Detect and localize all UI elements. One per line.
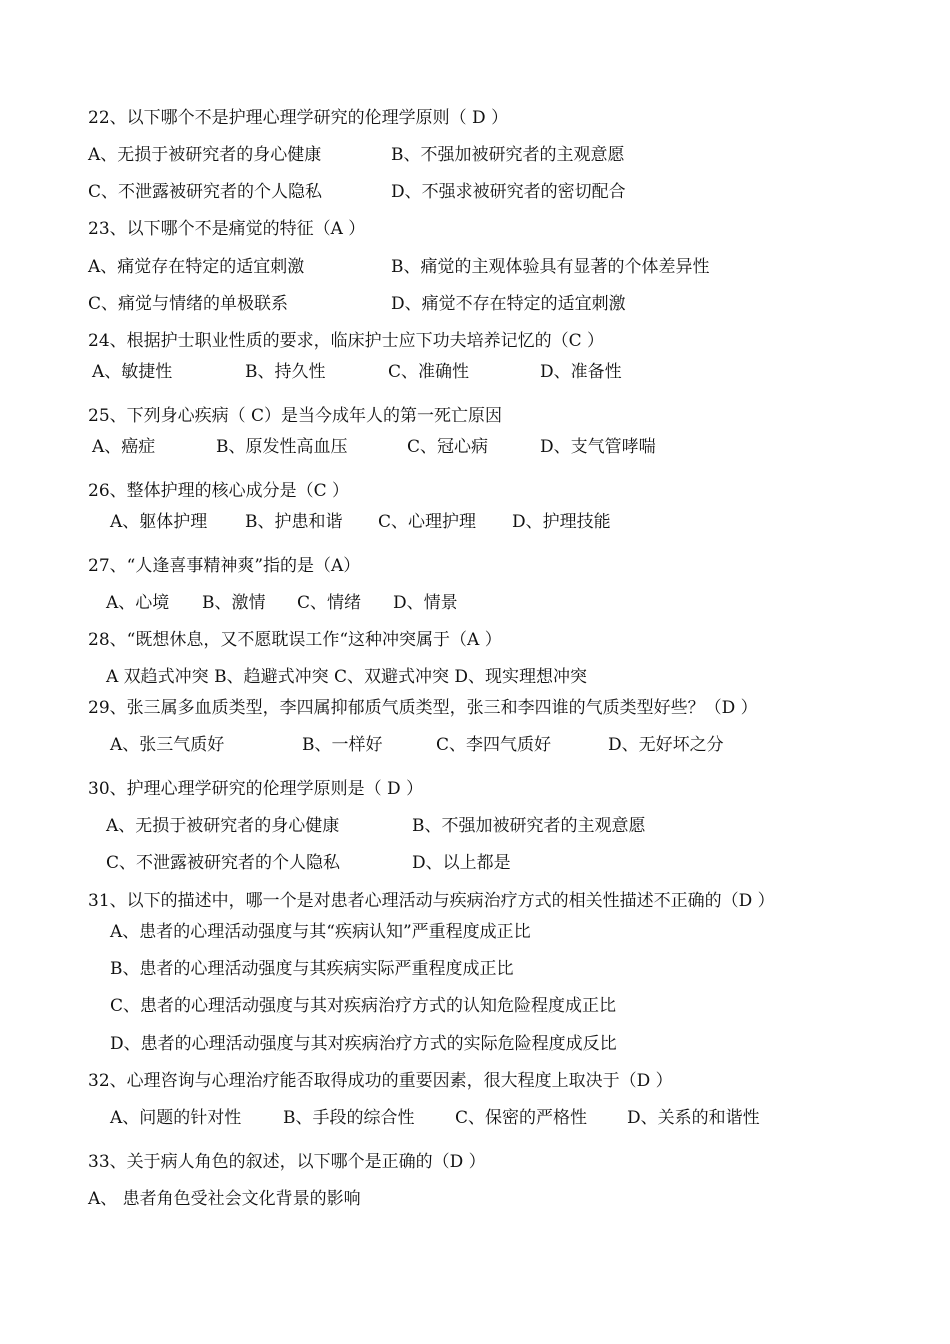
question-29-option-b: B、一样好	[302, 735, 383, 755]
question-33-stem: 33、关于病人角色的叙述，以下哪个是正确的（D ）	[88, 1152, 486, 1172]
question-31-stem: 31、以下的描述中，哪一个是对患者心理活动与疾病治疗方式的相关性描述不正确的（D ）	[88, 891, 775, 911]
question-29-stem: 29、张三属多血质类型，李四属抑郁质气质类型，张三和李四谁的气质类型好些？（D ）	[88, 698, 758, 718]
question-26-option-b: B、护患和谐	[245, 512, 343, 532]
question-24-option-b: B、持久性	[245, 362, 326, 382]
question-25-stem: 25、下列身心疾病（ C）是当今成年人的第一死亡原因	[88, 406, 503, 426]
question-28-options: A 双趋式冲突 B、趋避式冲突 C、双避式冲突 D、现实理想冲突	[106, 667, 588, 687]
question-25-option-a: A、癌症	[92, 437, 156, 457]
question-26-option-c: C、心理护理	[378, 512, 477, 532]
question-26-stem: 26、整体护理的核心成分是（C ）	[88, 481, 350, 501]
question-31-option-c: C、患者的心理活动强度与其对疾病治疗方式的认知危险程度成正比	[110, 996, 617, 1016]
question-27-option-c: C、情绪	[297, 593, 362, 613]
question-27-stem: 27、“人逢喜事精神爽”指的是（A）	[88, 556, 361, 576]
question-30-option-a: A、无损于被研究者的身心健康	[106, 816, 340, 836]
question-24-option-d: D、准备性	[540, 362, 622, 382]
question-23-option-a: A、痛觉存在特定的适宜刺激	[88, 257, 305, 277]
question-28-stem: 28、“既想休息，又不愿耽误工作“这种冲突属于（A ）	[88, 630, 502, 650]
question-32-option-a: A、问题的针对性	[110, 1108, 242, 1128]
question-32-stem: 32、心理咨询与心理治疗能否取得成功的重要因素，很大程度上取决于（D ）	[88, 1071, 673, 1091]
question-23-stem: 23、以下哪个不是痛觉的特征（A ）	[88, 219, 366, 239]
question-32-option-d: D、关系的和谐性	[627, 1108, 760, 1128]
question-24-option-c: C、准确性	[388, 362, 470, 382]
question-30-stem: 30、护理心理学研究的伦理学原则是（ D ）	[88, 779, 424, 799]
question-27-option-d: D、情景	[393, 593, 458, 613]
question-30-option-b: B、不强加被研究者的主观意愿	[412, 816, 646, 836]
question-25-option-b: B、原发性高血压	[216, 437, 348, 457]
question-24-stem: 24、根据护士职业性质的要求，临床护士应下功夫培养记忆的（C ）	[88, 331, 605, 351]
question-23-option-c: C、痛觉与情绪的单极联系	[88, 294, 289, 314]
question-23-option-d: D、痛觉不存在特定的适宜刺激	[391, 294, 626, 314]
question-31-option-d: D、患者的心理活动强度与其对疾病治疗方式的实际危险程度成反比	[110, 1034, 617, 1054]
question-26-option-d: D、护理技能	[512, 512, 611, 532]
question-25-option-d: D、支气管哮喘	[540, 437, 656, 457]
question-24-option-a: A、敏捷性	[92, 362, 173, 382]
question-27-option-a: A、心境	[106, 593, 170, 613]
question-29-option-d: D、无好坏之分	[608, 735, 724, 755]
question-22-option-a: A、无损于被研究者的身心健康	[88, 145, 322, 165]
question-22-option-c: C、不泄露被研究者的个人隐私	[88, 182, 323, 202]
question-22-option-d: D、不强求被研究者的密切配合	[391, 182, 626, 202]
question-27-option-b: B、激情	[202, 593, 266, 613]
question-30-option-d: D、以上都是	[412, 853, 511, 873]
question-32-option-c: C、保密的严格性	[455, 1108, 588, 1128]
question-33-option-a: A、 患者角色受社会文化背景的影响	[88, 1189, 361, 1209]
question-26-option-a: A、躯体护理	[110, 512, 208, 532]
question-25-option-c: C、冠心病	[407, 437, 489, 457]
question-29-option-c: C、李四气质好	[436, 735, 552, 755]
question-32-option-b: B、手段的综合性	[283, 1108, 415, 1128]
question-23-option-b: B、痛觉的主观体验具有显著的个体差异性	[391, 257, 710, 277]
question-22-option-b: B、不强加被研究者的主观意愿	[391, 145, 625, 165]
question-30-option-c: C、不泄露被研究者的个人隐私	[106, 853, 341, 873]
question-22-stem: 22、以下哪个不是护理心理学研究的伦理学原则（ D ）	[88, 108, 509, 128]
question-31-option-b: B、患者的心理活动强度与其疾病实际严重程度成正比	[110, 959, 514, 979]
question-31-option-a: A、患者的心理活动强度与其“疾病认知”严重程度成正比	[110, 922, 531, 942]
question-29-option-a: A、张三气质好	[110, 735, 225, 755]
